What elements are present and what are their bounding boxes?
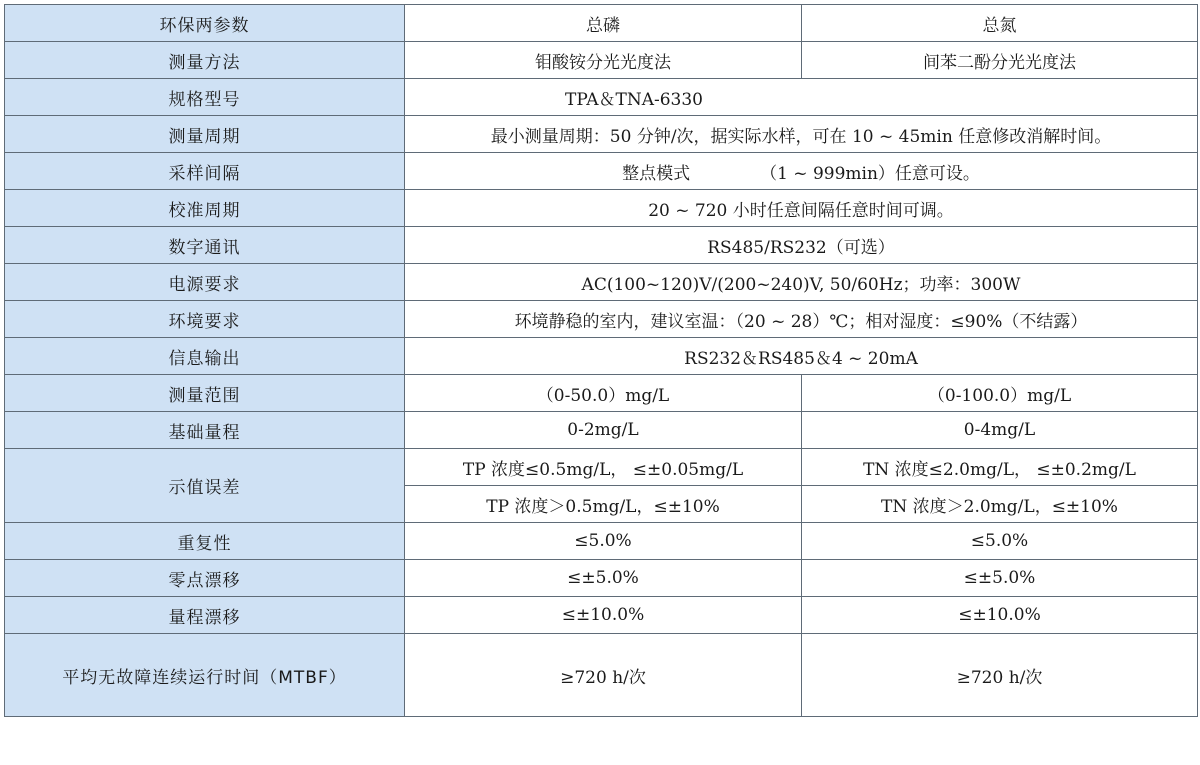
- comm-cell: RS485/RS232（可选）: [405, 227, 1198, 264]
- row-label: 采样间隔: [5, 153, 405, 190]
- row-label: 示值误差: [5, 449, 405, 523]
- table-row: [5, 42, 1198, 79]
- table-row: [5, 116, 1198, 153]
- error-tn-low-cell: TN 浓度≤2.0mg/L， ≤±0.2mg/L: [802, 449, 1198, 486]
- error-tn-high-cell: TN 浓度＞2.0mg/L，≤±10%: [802, 486, 1198, 523]
- spec-table: [4, 4, 1198, 717]
- span-drift-tn-cell: ≤±10.0%: [802, 597, 1198, 634]
- error-tp-high-cell: TP 浓度＞0.5mg/L，≤±10%: [405, 486, 802, 523]
- zero-drift-tp-cell: ≤±5.0%: [405, 560, 802, 597]
- mtbf-tp-cell: ≥720 h/次: [405, 634, 802, 717]
- row-label: 环境要求: [5, 301, 405, 338]
- table-row: [5, 338, 1198, 375]
- table-row: [5, 560, 1198, 597]
- table-row: [5, 264, 1198, 301]
- row-label: 测量范围: [5, 375, 405, 412]
- row-label: 重复性: [5, 523, 405, 560]
- row-label: 电源要求: [5, 264, 405, 301]
- row-label: 量程漂移: [5, 597, 405, 634]
- table-row: [5, 523, 1198, 560]
- table-row: [5, 449, 1198, 486]
- table-row: [5, 153, 1198, 190]
- power-cell: AC(100~120)V/(200~240)V, 50/60Hz；功率：300W: [405, 264, 1198, 301]
- header-param-cell: 环保两参数: [5, 5, 405, 42]
- row-label: 测量方法: [5, 42, 405, 79]
- row-label: 零点漂移: [5, 560, 405, 597]
- table-row: [5, 634, 1198, 717]
- header-tn-cell: 总氮: [802, 5, 1198, 42]
- base-range-tp-cell: 0-2mg/L: [405, 412, 802, 449]
- range-tp-cell: （0-50.0）mg/L: [405, 375, 802, 412]
- table-row: [5, 412, 1198, 449]
- table-row: [5, 190, 1198, 227]
- mtbf-tn-cell: ≥720 h/次: [802, 634, 1198, 717]
- sampling-range: （1 ~ 999min）任意可设。: [760, 163, 980, 184]
- error-tp-low-cell: TP 浓度≤0.5mg/L， ≤±0.05mg/L: [405, 449, 802, 486]
- row-label: 规格型号: [5, 79, 405, 116]
- row-label: 基础量程: [5, 412, 405, 449]
- row-label: 信息输出: [5, 338, 405, 375]
- table-row: [5, 301, 1198, 338]
- env-cell: 环境静稳的室内，建议室温：（20 ~ 28）℃；相对湿度：≤90%（不结露）: [405, 301, 1198, 338]
- method-tp-cell: 钼酸铵分光光度法: [405, 42, 802, 79]
- table-row: [5, 597, 1198, 634]
- zero-drift-tn-cell: ≤±5.0%: [802, 560, 1198, 597]
- model-cell: TPA＆TNA-6330: [405, 79, 1198, 116]
- output-cell: RS232＆RS485＆4 ~ 20mA: [405, 338, 1198, 375]
- range-tn-cell: （0-100.0）mg/L: [802, 375, 1198, 412]
- period-cell: 最小测量周期：50 分钟/次，据实际水样，可在 10 ~ 45min 任意修改消解时间。: [405, 116, 1198, 153]
- header-tp-cell: 总磷: [405, 5, 802, 42]
- repeat-tn-cell: ≤5.0%: [802, 523, 1198, 560]
- row-label: 测量周期: [5, 116, 405, 153]
- row-label: 数字通讯: [5, 227, 405, 264]
- table-row: [5, 375, 1198, 412]
- table-row: [5, 5, 1198, 42]
- sampling-cell: [405, 153, 1198, 190]
- calibration-cell: 20 ~ 720 小时任意间隔任意时间可调。: [405, 190, 1198, 227]
- method-tn-cell: 间苯二酚分光光度法: [802, 42, 1198, 79]
- table-row: [5, 227, 1198, 264]
- sampling-mode: 整点模式: [622, 163, 691, 184]
- base-range-tn-cell: 0-4mg/L: [802, 412, 1198, 449]
- repeat-tp-cell: ≤5.0%: [405, 523, 802, 560]
- span-drift-tp-cell: ≤±10.0%: [405, 597, 802, 634]
- row-label: 平均无故障连续运行时间（MTBF）: [5, 634, 405, 717]
- table-row: [5, 79, 1198, 116]
- row-label: 校准周期: [5, 190, 405, 227]
